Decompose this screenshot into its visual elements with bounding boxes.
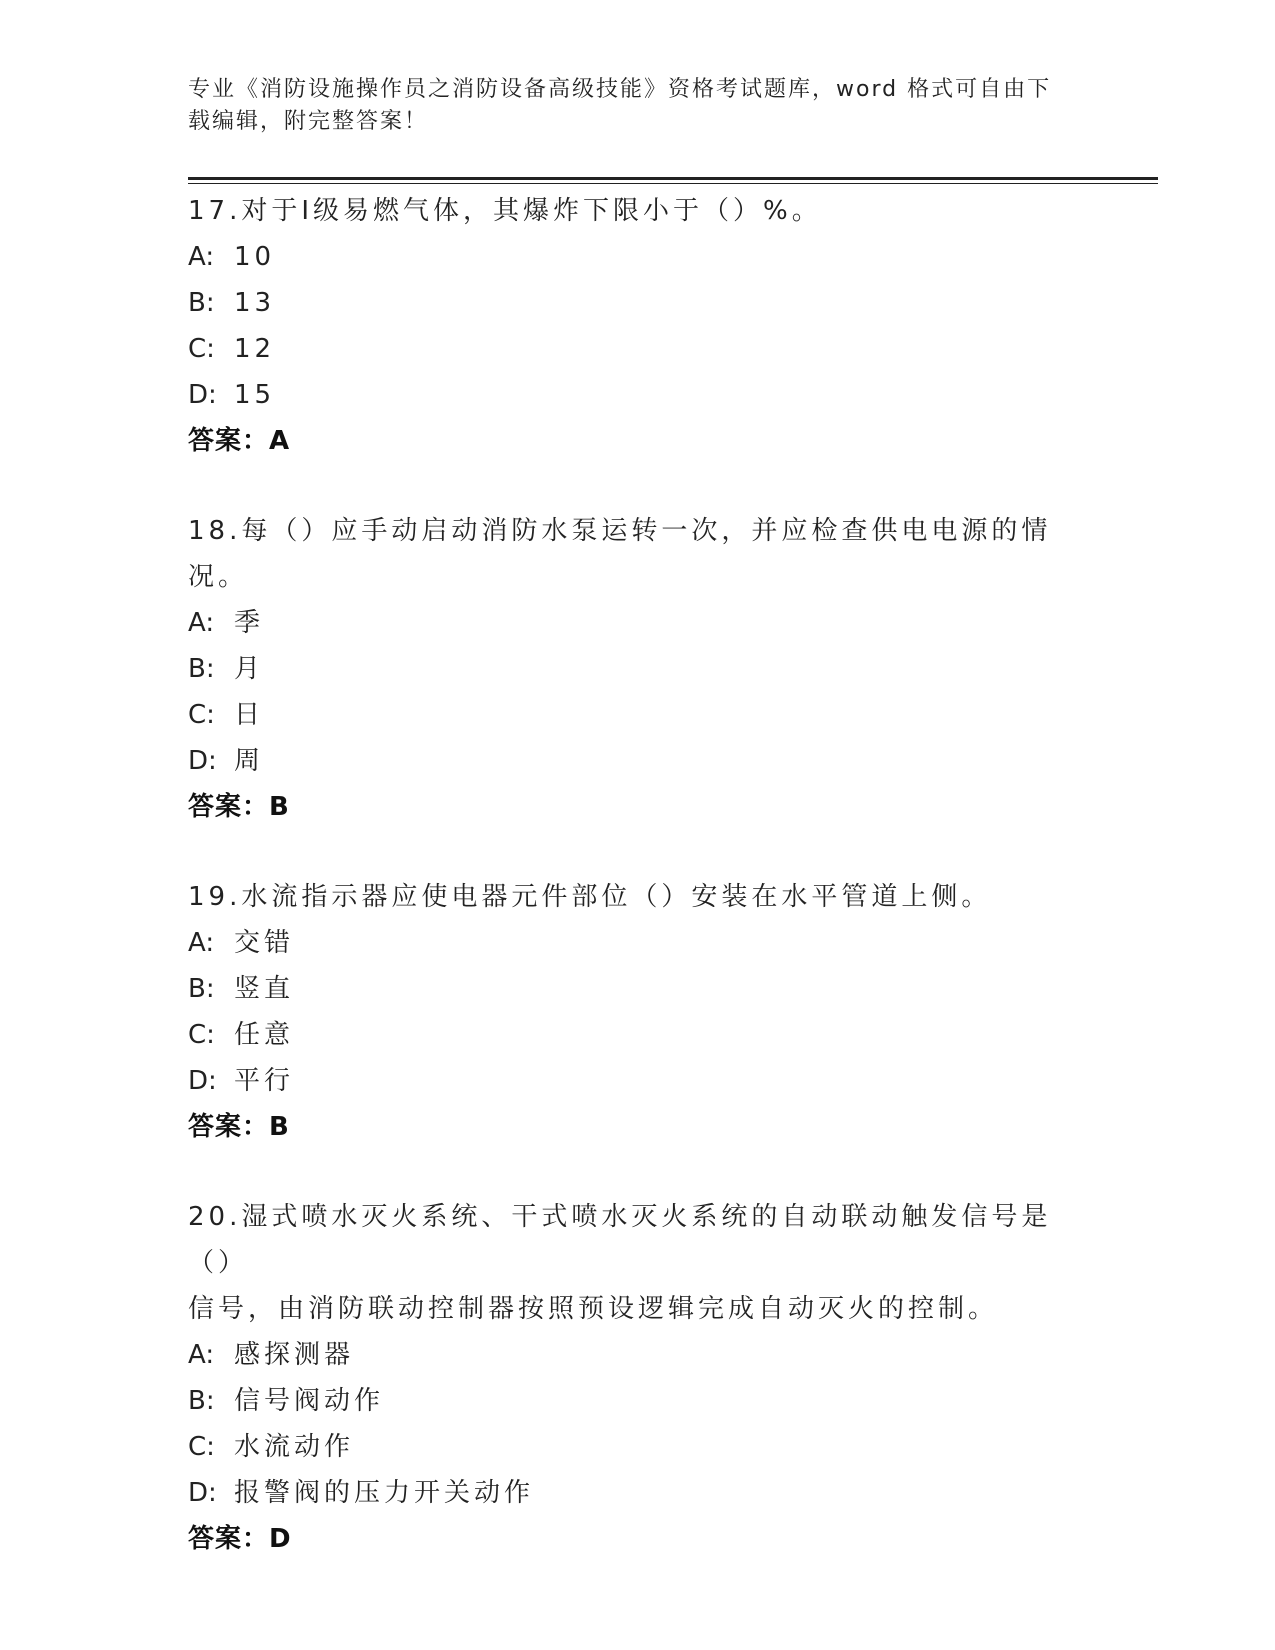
option-a: [188, 600, 1088, 646]
header-line-1: 专业《消防设施操作员之消防设备高级技能》资格考试题库，word 格式可自由下: [188, 77, 1052, 102]
option-a: [188, 234, 1088, 280]
document-header: [188, 74, 1088, 138]
option-key: B:: [188, 974, 215, 1004]
option-key: C:: [188, 1432, 215, 1462]
option-c: [188, 1012, 1088, 1058]
answer: 答案：B: [188, 792, 290, 822]
option-text: 竖直: [234, 974, 295, 1004]
question-19: [188, 874, 1088, 1150]
option-key: D:: [188, 380, 217, 410]
question-stem-line-2: 信号，由消防联动控制器按照预设逻辑完成自动灭火的控制。: [188, 1294, 999, 1324]
question-stem: 19.水流指示器应使电器元件部位（）安装在水平管道上侧。: [188, 882, 992, 912]
question-stem-line-1: 20.湿式喷水灭火系统、干式喷水灭火系统的自动联动触发信号是（）: [188, 1202, 1052, 1278]
option-text: 10: [234, 242, 276, 272]
option-c: [188, 1424, 1088, 1470]
option-text: 平行: [234, 1066, 295, 1096]
question-stem: 18.每（）应手动启动消防水泵运转一次，并应检查供电电源的情况。: [188, 516, 1052, 592]
option-text: 感探测器: [234, 1340, 355, 1370]
question-20: [188, 1194, 1088, 1562]
option-key: A:: [188, 928, 215, 958]
option-key: B:: [188, 1386, 215, 1416]
option-key: C:: [188, 700, 215, 730]
header-divider-thin: [188, 183, 1158, 184]
option-key: B:: [188, 654, 215, 684]
option-key: A:: [188, 1340, 215, 1370]
option-key: D:: [188, 746, 217, 776]
option-text: 15: [234, 380, 276, 410]
question-17: [188, 188, 1088, 464]
option-b: [188, 646, 1088, 692]
answer: 答案：B: [188, 1112, 290, 1142]
option-c: [188, 326, 1088, 372]
option-a: [188, 920, 1088, 966]
question-18: [188, 508, 1088, 830]
option-key: D:: [188, 1066, 217, 1096]
option-text: 交错: [234, 928, 295, 958]
option-key: D:: [188, 1478, 217, 1508]
option-text: 任意: [234, 1020, 295, 1050]
option-key: A:: [188, 608, 215, 638]
option-key: A:: [188, 242, 215, 272]
question-list: [188, 188, 1088, 1562]
answer: 答案：A: [188, 426, 291, 456]
question-stem: 17.对于Ⅰ级易燃气体，其爆炸下限小于（）%。: [188, 196, 822, 226]
option-b: [188, 966, 1088, 1012]
option-key: B:: [188, 288, 215, 318]
option-d: [188, 1470, 1088, 1516]
option-key: C:: [188, 334, 215, 364]
option-text: 13: [234, 288, 276, 318]
option-text: 报警阀的压力开关动作: [234, 1478, 535, 1508]
option-text: 周: [234, 746, 265, 776]
header-line-2: 载编辑，附完整答案！: [188, 109, 429, 134]
option-c: [188, 692, 1088, 738]
option-text: 日: [234, 700, 265, 730]
option-b: [188, 1378, 1088, 1424]
header-divider-thick: [188, 177, 1158, 180]
answer: 答案：D: [188, 1524, 292, 1554]
option-text: 月: [234, 654, 265, 684]
option-text: 信号阀动作: [234, 1386, 385, 1416]
option-d: [188, 738, 1088, 784]
option-b: [188, 280, 1088, 326]
option-text: 水流动作: [234, 1432, 355, 1462]
option-text: 季: [234, 608, 265, 638]
option-key: C:: [188, 1020, 215, 1050]
option-d: [188, 1058, 1088, 1104]
option-text: 12: [234, 334, 276, 364]
option-a: [188, 1332, 1088, 1378]
option-d: [188, 372, 1088, 418]
